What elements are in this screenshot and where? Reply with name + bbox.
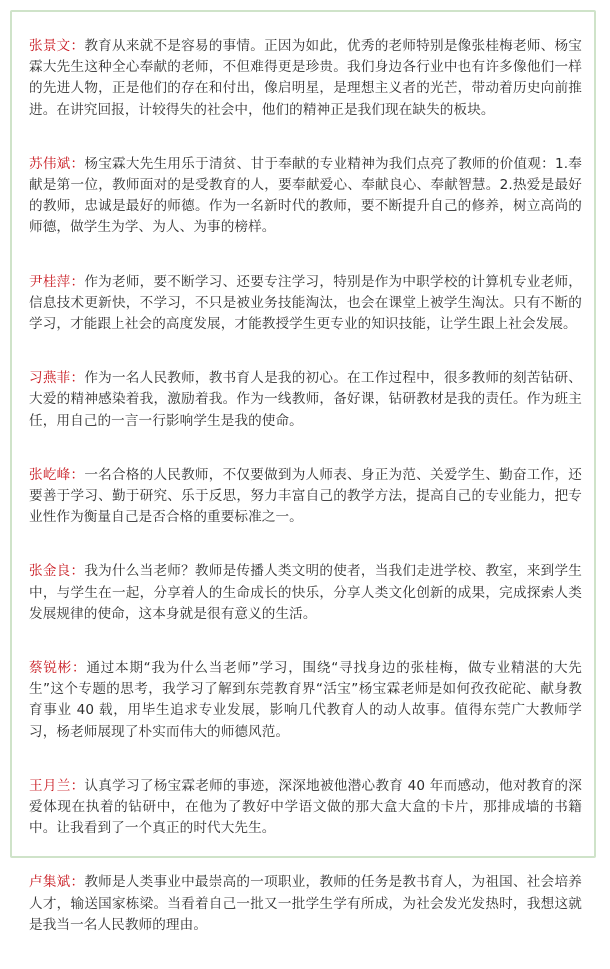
author-name: 习燕菲： (29, 370, 85, 387)
comment-text: 作为老师，要不断学习、还要专注学习，特别是作为中职学校的计算机专业老师，信息技术更新快，不学习，不只是被业务技能淘汰，也会在课堂上被学生淘汰。只有不断的学习，才能跟上社会的高度发展，才能教授学生更专业的知识技能，让学生跟上社会发展。 (29, 273, 582, 333)
comment-entry (29, 872, 582, 936)
comment-entry (29, 561, 582, 625)
comment-entry (29, 272, 582, 336)
comment-text: 通过本期“我为什么当老师”学习，围绕“寻找身边的张桂梅，做专业精湛的大先生”这个专题的思考，我学习了解到东莞教育界“活宝”杨宝霖老师是如何孜孜砣砣、献身教育事业 40 载，用毕生追求专业发展，影响几代教育人的动人故事。值得东莞广大教师学习，杨老师展现了朴实而伟大的师德风范。 (29, 660, 582, 740)
comment-text: 一名合格的人民教师，不仅要做到为人师表、身正为范、关爱学生、勤奋工作，还要善于学习、勤于研究、乐于反思，努力丰富自己的教学方法，提高自己的专业能力，把专业性作为衡量自己是否合格的重要标准之一。 (29, 466, 582, 526)
author-name: 苏伟斌： (29, 155, 85, 172)
comment-text: 作为一名人民教师，教书育人是我的初心。在工作过程中，很多教师的刻苦钻研、大爱的精神感染着我，激励着我。作为一线教师，备好课，钻研教材是我的责任。作为班主任，用自己的一言一行影响学生是我的使命。 (29, 370, 582, 429)
comment-text: 教育从来就不是容易的事情。正因为如此，优秀的老师特别是像张桂梅老师、杨宝霖大先生这种全心奉献的老师，不但难得更是珍贵。我们身边各行业中也有许多像他们一样的先进人物，正是他们的存在和付出，像启明星，是理想主义者的光芒，带动着历史向前推进。在讲究回报，计较得失的社会中，他们的精神正是我们现在缺失的板块。 (29, 38, 582, 118)
author-name: 张景文： (29, 38, 85, 54)
comment-entry (29, 36, 582, 121)
author-name: 卢集斌： (29, 874, 85, 891)
comment-text: 我为什么当老师？教师是传播人类文明的使者，当我们走进学校、教室，来到学生中，与学生在一起，分享着人的生命成长的快乐，分享人类文化创新的成果，完成探索人类发展规律的使命，这本身就是很有意义的生活。 (29, 563, 582, 622)
comment-entry (29, 465, 582, 529)
comment-text: 教师是人类事业中最崇高的一项职业，教师的任务是教书育人，为祖国、社会培养人才，输送国家栋梁。当看着自己一批又一批学生学有所成，为社会发光发热时，我想这就是我当一名人民教师的理由。 (29, 874, 582, 933)
author-name: 张屹峰： (29, 466, 85, 483)
comments-list (29, 36, 582, 969)
author-name: 尹桂萍： (29, 273, 85, 290)
comment-entry (29, 368, 582, 432)
author-name: 张金良： (29, 563, 85, 580)
author-name: 王月兰： (29, 777, 85, 794)
comment-entry (29, 776, 582, 840)
comment-entry (29, 658, 582, 743)
comment-text: 杨宝霖大先生用乐于清贫、甘于奉献的专业精神为我们点亮了教师的价值观：1.奉献是第一位，教师面对的是受教育的人，要奉献爱心、奉献良心、奉献智慧。2.热爱是最好的教师，忠诚是最好的师德。作为一名新时代的教师，要不断提升自己的修养，树立高尚的师德，做学生为学、为人、为事的榜样。 (29, 155, 582, 236)
author-name: 蔡锐彬： (29, 660, 87, 677)
comment-text: 认真学习了杨宝霖老师的事迹，深深地被他潜心教育 40 年而感动，他对教育的深爱体现在执着的钻研中，在他为了教好中学语文做的那大盒大盒的卡片，那排成墙的书籍中。让我看到了一个真正的时代大先生。 (29, 777, 582, 837)
comment-entry (29, 154, 582, 239)
